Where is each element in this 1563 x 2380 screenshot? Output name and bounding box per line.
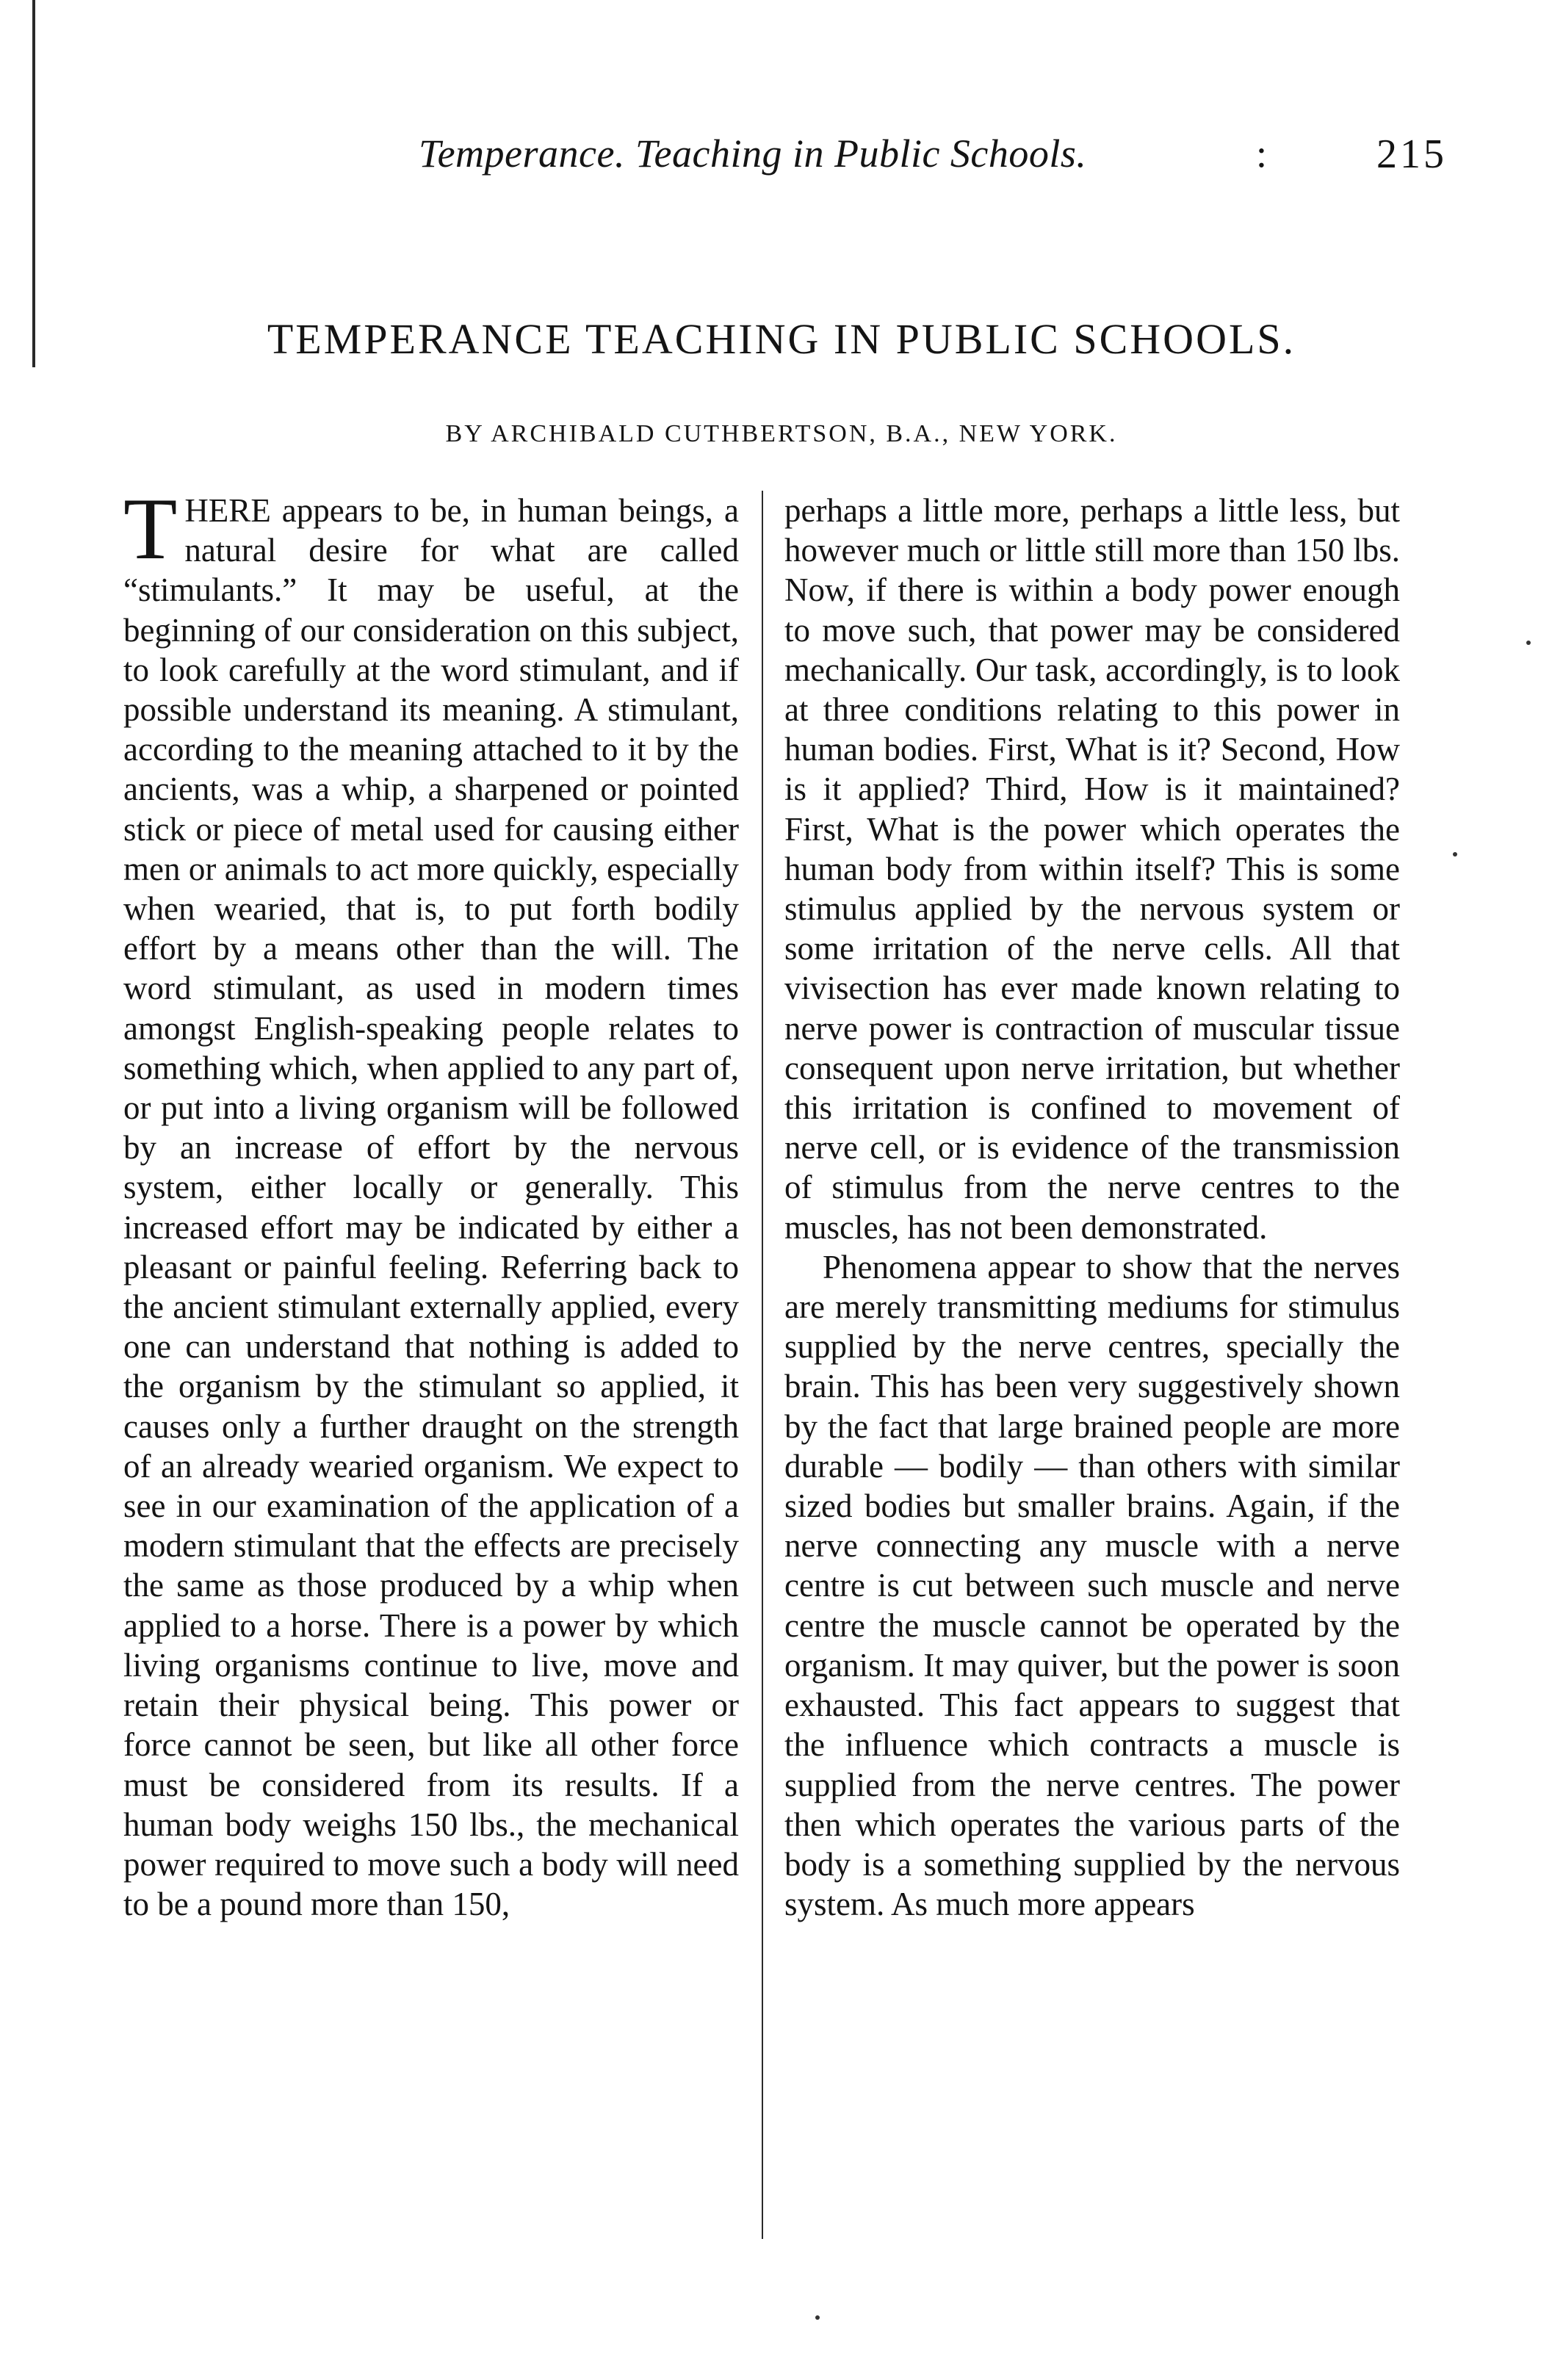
print-speck (815, 2315, 820, 2320)
column-divider (762, 491, 763, 2239)
left-column (123, 480, 739, 1924)
right-column (784, 491, 1400, 1924)
paragraph-continued: perhaps a little more, perhaps a little less, but however much or little still more than 150 lbs. Now, if there is within a body power enough to move such, that power may be considered mechanically. Our task, accordingly, is to look at three conditions relating to this power in human bodies. First, What is it? Second, How is it applied? Third, How is it maintained? First, What is the power which operates the human body from within itself? This is some stimulus applied by the nervous system or some irritation of the nerve cells. All that vivisection has ever made known relating to nerve power is contraction of muscular tissue consequent upon nerve irritation, but whether this irritation is confined to movement of nerve cell, or is evidence of the transmission of stimulus from the nerve centres to the muscles, has not been demonstrated. (784, 492, 1400, 1246)
running-head-colon: : (1256, 131, 1268, 176)
print-speck (1526, 641, 1531, 645)
left-column-text: HERE appears to be, in human beings, a natural desire for what are called “stimulants.” It may be useful, at the beginning of our consideration on this subject, to look carefully at the word stimulant, and if possible understand its meaning. A stimulant, according to the meaning attached to it by the ancients, was a whip, a sharpened or pointed stick or piece of metal used for causing either men or animals to act more quickly, especially when wearied, that is, to put forth bodily effort by a means other than the will. The word stimulant, as used in modern times amongst English-speaking people relates to something which, when applied to any part of, or put into a living organism will be followed by an increase of effort by the nervous system, either locally or generally. This increased effort may be indicated by either a pleasant or painful feeling. Referring back to the ancient stimulant externally applied, every one can understand that nothing is added to the organism by the stimulant so applied, it causes only a further draught on the strength of an already wearied organism. We expect to see in our examination of the application of a modern stimulant that the effects are precisely the same as those produced by a whip when applied to a horse. There is a power by which living organisms continue to live, move and retain their physical being. This power or force cannot be seen, but like all other force must be considered from its results. If a human body weighs 150 lbs., the mechanical power required to move such a body will need to be a pound more than 150, (123, 492, 739, 1923)
running-head-title: Temperance. Teaching in Public Schools. (419, 131, 1087, 176)
article-byline: BY ARCHIBALD CUTHBERTSON, B.A., NEW YORK. (445, 420, 1118, 447)
paragraph-1 (123, 480, 739, 1924)
print-speck (1453, 852, 1457, 857)
article-title: TEMPERANCE TEACHING IN PUBLIC SCHOOLS. (267, 315, 1296, 363)
page-number: 215 (1376, 131, 1447, 177)
running-head (382, 131, 1447, 190)
binding-edge-line (32, 0, 35, 367)
paragraph-2: Phenomena appear to show that the nerves are merely transmitting mediums for stimulus supplied by the nerve centres, specially the brain. This has been very suggestively shown by the fact that large brained people are more durable — bodily — than others with similar sized bodies but smaller brains. Again, if the nerve connecting any muscle with a nerve centre is cut between such muscle and nerve centre the muscle cannot be operated by the organism. It may quiver, but the power is soon exhausted. This fact appears to suggest that the influence which contracts a muscle is supplied from the nerve centres. The power then which operates the various parts of the body is a something supplied by the nervous system. As much more appears (784, 1248, 1400, 1923)
drop-cap: T (123, 480, 178, 577)
